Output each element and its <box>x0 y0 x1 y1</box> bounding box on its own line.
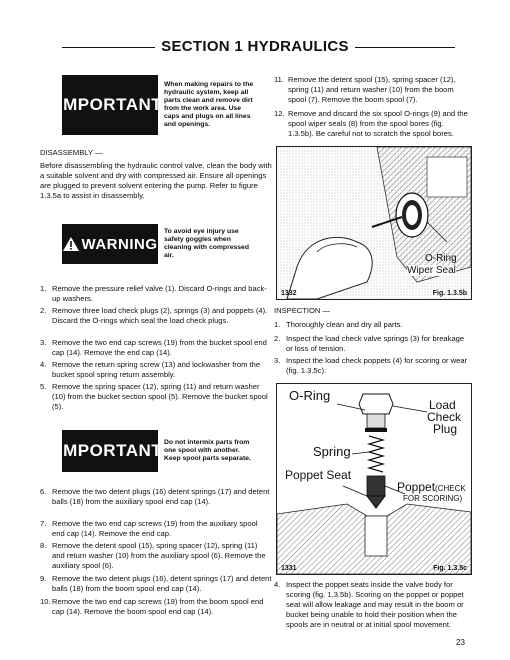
warning-label: WARNING <box>81 235 158 253</box>
figure-label-plug: Plug <box>433 422 458 436</box>
important-text: When making repairs to the hydraulic system, keep all parts clean and remove dirt from the work area. Use caps and plugs on all lines and openings. <box>164 80 254 129</box>
list-item: 10. Remove the two end cap screws (19) from the boom spool end cap (14). Remove the boom spool end cap (14). <box>40 597 264 617</box>
figure-caption: Fig. 1.3.5c <box>433 565 467 572</box>
page-title: SECTION 1 HYDRAULICS <box>0 38 510 55</box>
important-notice-2 <box>57 430 256 472</box>
figure-label-spring: Spring <box>313 444 351 459</box>
important-notice <box>57 75 256 135</box>
figure-caption: Fig. 1.3.5b <box>432 290 467 297</box>
list-item: 3. Remove the two end cap screws (19) from the bucket spool end cap (14). Remove the end cap (14). <box>40 338 267 358</box>
list-item: 12. Remove and discard the six spool O-rings (9) and the spool wiper seals (8) from the spool bores (fig. 1.3.5b). Be careful not to scratch the spool bores. <box>274 109 468 139</box>
list-item: 11. Remove the detent spool (15), spring spacer (12), spring (11) and return washer (10) from the boom spool (7). Remove the boom spool (7). <box>274 75 456 105</box>
important-label: IMPORTANT <box>62 75 158 135</box>
list-item: 2. Remove three load check plugs (2), springs (3) and poppets (4). Discard the O-rings which seal the load check plugs. <box>40 306 268 326</box>
poppet-word: Poppet <box>397 480 436 494</box>
warning-label-bar <box>62 224 158 264</box>
list-item: 4. Inspect the poppet seats inside the valve body for scoring (fig. 1.3.5b). Scoring on the poppet or poppet seat will allow leakage and may result in the boom or bucket being unable to hold their position when the spools are in neutral or at initial spool movement. <box>274 580 464 630</box>
list-item: 3. Inspect the load check poppets (4) for scoring or wear (fig. 1.3.5c). <box>274 356 468 376</box>
disassembly-heading: DISASSEMBLY — <box>40 148 103 157</box>
list-item: 5. Remove the spring spacer (12), spring (11) and return washer (10) from the bucket section spool (5). Remove the bucket spool (5). <box>40 382 268 412</box>
warning-text: To avoid eye injury use safety goggles when cleaning with compressed air. <box>164 227 249 260</box>
list-item: 1. Remove the pressure relief valve (1). Discard O-rings and back-up washers. <box>40 284 267 304</box>
list-item: 4. Remove the return spring screw (13) and lockwasher from the bucket spool spring return assembly. <box>40 360 261 380</box>
figure-number: 1332 <box>281 290 297 297</box>
figure-label-oring: O-Ring <box>289 388 331 403</box>
figure-label-oring: O-Ring <box>425 253 457 264</box>
list-item: 1. Thoroughly clean and dry all parts. <box>274 320 403 329</box>
warning-triangle-icon <box>63 237 79 251</box>
page-number: 23 <box>456 638 465 647</box>
figure-label-poppet-note-2: FOR SCORING) <box>403 494 463 503</box>
figure-1-3-5c <box>276 383 472 575</box>
list-item: 8. Remove the detent spool (15), spring spacer (12), spring (11) and return washer (10) from the auxiliary spool (6). Remove the auxiliary spool (6). <box>40 541 266 571</box>
figure-label-poppet-seat: Poppet Seat <box>285 468 352 482</box>
inspection-heading: INSPECTION — <box>274 306 331 315</box>
figure-label-poppet <box>397 480 466 494</box>
important-label-2: IMPORTANT <box>62 430 158 472</box>
figure-label-check: Check <box>427 410 462 424</box>
figure-label-load: Load <box>429 398 456 412</box>
warning-notice <box>62 224 256 264</box>
list-item: 7. Remove the two end cap screws (19) from the auxiliary spool end cap (14). Remove the end cap. <box>40 519 258 539</box>
figure-label-wiper-seal: Wiper Seal <box>407 265 456 276</box>
list-item: 2. Inspect the load check valve springs (3) for breakage or loss of tension. <box>274 334 465 354</box>
figure-1-3-5b-illustration <box>277 147 471 299</box>
list-item: 9. Remove the two detent plugs (16), detent springs (17) and detent balls (18) from the boom spool end cap (14). <box>40 574 272 594</box>
list-item: 6. Remove the two detent plugs (16) detent springs (17) and detent balls (18) from the auxiliary spool end cap (14). <box>40 487 270 507</box>
important-text-2: Do not intermix parts from one spool with another. Keep spool parts separate. <box>164 438 251 463</box>
disassembly-intro: Before disassembling the hydraulic control valve, clean the body with a suitable solvent and dry with compressed air. Ensure all openings are plugged to prevent solvent entering the pump. Refer to figure 1.3.5a to assist in disassembly. <box>40 161 272 201</box>
figure-number: 1331 <box>281 565 297 572</box>
poppet-note-1: (CHECK <box>435 484 466 493</box>
figure-1-3-5b <box>276 146 472 300</box>
